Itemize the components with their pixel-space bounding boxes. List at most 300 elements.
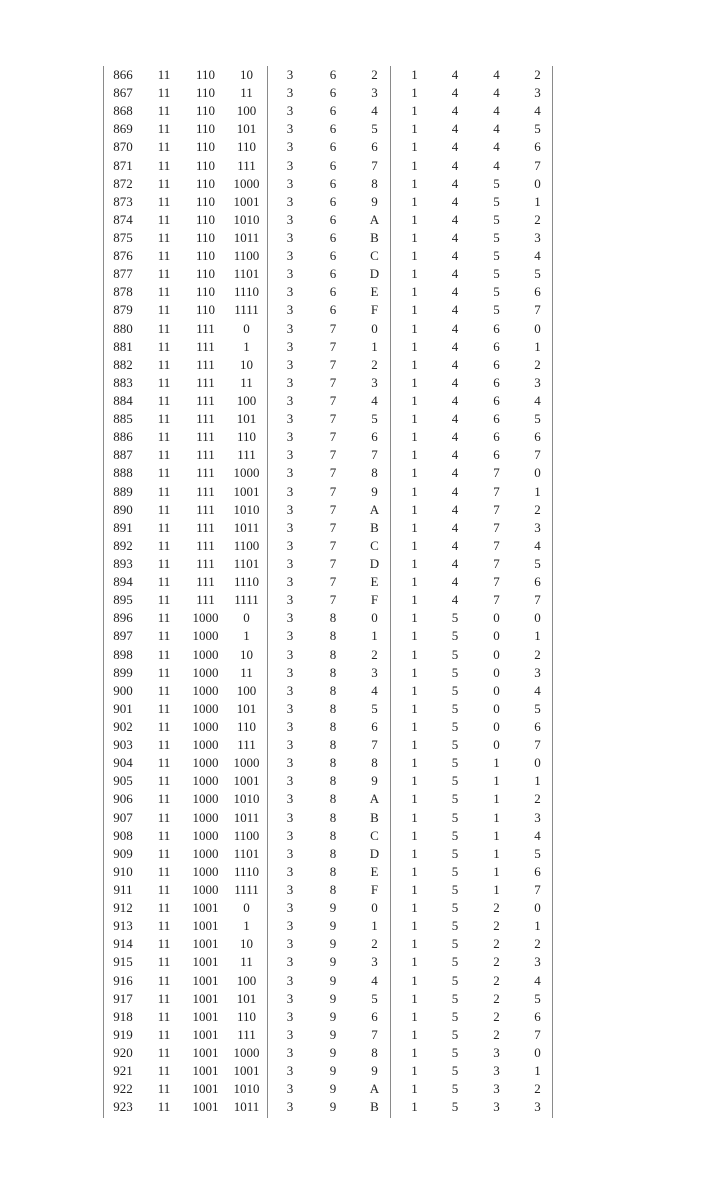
table-cell: 111: [196, 465, 215, 481]
table-cell: 7: [534, 737, 541, 753]
table-cell: 3: [286, 628, 294, 644]
table-cell: 110: [236, 139, 257, 155]
table-cell: 1: [411, 411, 418, 427]
table-cell: 101: [236, 700, 257, 716]
table-cell: 1001: [192, 1081, 219, 1097]
table-cell: 11: [157, 646, 171, 662]
table-cell: 9: [329, 1099, 337, 1115]
table-cell: 1: [371, 628, 378, 644]
table-cell: 11: [157, 230, 171, 246]
table-cell: 1001: [233, 193, 260, 209]
table-cell: 3: [493, 1044, 500, 1060]
table-cell: 2: [493, 954, 500, 970]
table-cell: 4: [493, 103, 500, 119]
table-cell: 885: [113, 411, 133, 427]
table-cell: 1000: [192, 755, 219, 771]
table-cell: 111: [196, 592, 215, 608]
table-cell: 868: [113, 103, 133, 119]
table-body: [104, 66, 558, 1116]
table-cell: 1000: [192, 863, 219, 879]
table-cell: 1001: [233, 483, 260, 499]
table-cell: 1: [411, 592, 418, 608]
table-cell: 3: [286, 773, 294, 789]
table-cell: 8: [329, 845, 337, 861]
table-cell: 9: [329, 900, 337, 916]
table-cell: 1: [411, 863, 418, 879]
table-cell: 7: [534, 592, 541, 608]
table-cell: 10: [240, 646, 253, 662]
table-cell: 6: [493, 447, 500, 463]
table-cell: 919: [113, 1026, 133, 1042]
table-cell: 3: [286, 429, 294, 445]
table-cell: 906: [113, 791, 133, 807]
table-cell: 5: [534, 990, 541, 1006]
table-cell: 5: [451, 718, 459, 734]
table-cell: 9: [371, 483, 378, 499]
table-cell: B: [370, 519, 379, 535]
table-cell: F: [370, 302, 379, 318]
table-row: [104, 990, 558, 1008]
table-cell: 2: [493, 900, 500, 916]
table-cell: 3: [286, 918, 294, 934]
table-cell: 5: [451, 610, 459, 626]
table-cell: 3: [286, 1081, 294, 1097]
table-row: [104, 1080, 558, 1098]
table-cell: 4: [451, 356, 459, 372]
table-cell: 1: [371, 338, 378, 354]
table-cell: 1: [411, 1026, 418, 1042]
table-cell: 5: [451, 809, 459, 825]
table-cell: 1110: [233, 574, 260, 590]
table-row: [104, 700, 558, 718]
table-cell: 913: [113, 918, 133, 934]
table-row: [104, 609, 558, 627]
table-cell: 11: [157, 121, 171, 137]
table-cell: 1100: [233, 537, 260, 553]
table-cell: 4: [371, 393, 378, 409]
table-cell: 110: [195, 121, 216, 137]
table-cell: 1: [411, 610, 418, 626]
table-cell: 11: [157, 881, 171, 897]
table-cell: 2: [493, 972, 500, 988]
table-cell: 1: [411, 1008, 418, 1024]
table-cell: 1: [411, 338, 418, 354]
table-cell: 11: [240, 374, 253, 390]
table-cell: 893: [113, 556, 133, 571]
table-cell: 6: [329, 103, 337, 119]
table-cell: 3: [286, 501, 294, 517]
table-cell: 1001: [192, 936, 219, 952]
table-cell: 1: [411, 230, 418, 246]
table-cell: 11: [157, 990, 171, 1006]
table-cell: 4: [451, 157, 459, 173]
table-cell: 878: [113, 284, 133, 300]
table-cell: 6: [329, 67, 337, 83]
table-cell: 7: [329, 519, 337, 535]
table-cell: 1: [411, 85, 418, 101]
table-cell: 111: [196, 447, 215, 463]
table-cell: 6: [493, 393, 500, 409]
table-cell: 1011: [233, 519, 260, 535]
table-cell: 1000: [192, 700, 219, 716]
table-cell: 4: [451, 103, 459, 119]
table-cell: 5: [534, 121, 541, 137]
table-row: [104, 537, 558, 555]
table-cell: 4: [451, 284, 459, 300]
table-cell: 3: [371, 954, 378, 970]
table-cell: 920: [113, 1044, 133, 1060]
table-cell: 4: [493, 139, 500, 155]
table-cell: 2: [534, 501, 541, 517]
table-cell: 4: [451, 193, 459, 209]
table-cell: 6: [534, 863, 541, 879]
table-cell: 3: [286, 537, 294, 553]
table-cell: 4: [493, 157, 500, 173]
table-cell: 8: [329, 610, 337, 626]
table-cell: 914: [113, 936, 133, 952]
table-cell: 6: [534, 1008, 541, 1024]
table-cell: 1001: [192, 972, 219, 988]
table-cell: 4: [451, 519, 459, 535]
table-row: [104, 84, 558, 102]
table-cell: 3: [286, 338, 294, 354]
table-row: [104, 410, 558, 428]
table-cell: 5: [451, 881, 459, 897]
table-cell: 1: [411, 465, 418, 481]
table-cell: 1: [411, 990, 418, 1006]
table-row: [104, 971, 558, 989]
table-cell: 5: [451, 1063, 459, 1079]
table-cell: 3: [286, 175, 294, 191]
table-cell: 7: [329, 447, 337, 463]
table-cell: 1111: [234, 302, 259, 318]
table-cell: 5: [451, 646, 459, 662]
table-cell: 11: [157, 972, 171, 988]
table-cell: C: [370, 827, 379, 843]
table-cell: 111: [196, 483, 215, 499]
table-cell: 4: [451, 175, 459, 191]
table-cell: 9: [329, 990, 337, 1006]
table-cell: 4: [451, 121, 459, 137]
table-cell: 11: [157, 954, 171, 970]
table-cell: 4: [371, 682, 378, 698]
table-cell: 3: [286, 483, 294, 499]
table-cell: 882: [113, 356, 133, 372]
table-cell: 4: [451, 211, 459, 227]
table-cell: 1: [534, 628, 541, 644]
table-cell: 101: [236, 121, 257, 137]
table-cell: 7: [329, 501, 337, 517]
table-cell: 6: [329, 266, 337, 282]
table-cell: 4: [451, 302, 459, 318]
table-cell: A: [369, 1081, 380, 1097]
table-cell: 6: [493, 374, 500, 390]
table-cell: 3: [286, 592, 294, 608]
table-cell: 898: [113, 646, 133, 662]
table-cell: 110: [195, 230, 216, 246]
table-cell: 3: [286, 356, 294, 372]
table-cell: 0: [534, 320, 541, 336]
table-cell: 11: [157, 936, 171, 952]
table-cell: 4: [451, 67, 459, 83]
table-cell: 111: [196, 320, 215, 336]
table-cell: 1: [411, 139, 418, 155]
table-cell: 896: [113, 610, 133, 626]
table-cell: 5: [534, 700, 541, 716]
table-cell: 3: [286, 447, 294, 463]
table-cell: 2: [371, 356, 378, 372]
table-cell: 1: [411, 356, 418, 372]
table-cell: 874: [113, 211, 133, 227]
table-cell: 111: [237, 157, 256, 173]
table-cell: 3: [493, 1099, 500, 1115]
table-cell: 7: [534, 881, 541, 897]
table-cell: 3: [286, 646, 294, 662]
table-cell: 8: [329, 700, 337, 716]
table-cell: 0: [493, 700, 500, 716]
table-cell: 5: [451, 827, 459, 843]
table-cell: 3: [286, 936, 294, 952]
table-cell: 4: [534, 537, 541, 553]
table-cell: 9: [329, 1063, 337, 1079]
table-cell: 3: [286, 302, 294, 318]
table-cell: 880: [113, 320, 133, 336]
table-cell: 2: [534, 211, 541, 227]
table-cell: 1111: [234, 881, 259, 897]
table-cell: 6: [493, 356, 500, 372]
table-cell: 11: [157, 863, 171, 879]
table-row: [104, 229, 558, 247]
table-cell: A: [369, 211, 380, 227]
table-cell: 11: [157, 67, 171, 83]
table-cell: 1001: [192, 900, 219, 916]
table-row: [104, 338, 558, 356]
table-cell: 1: [411, 827, 418, 843]
table-cell: 0: [534, 175, 541, 191]
table-cell: 2: [371, 936, 378, 952]
table-cell: 3: [286, 900, 294, 916]
table-cell: 1: [411, 700, 418, 716]
table-cell: 1: [534, 773, 541, 789]
table-cell: 3: [286, 121, 294, 137]
table-cell: 4: [534, 393, 541, 409]
table-cell: 5: [451, 755, 459, 771]
table-cell: 1: [411, 1099, 418, 1115]
table-cell: 0: [493, 628, 500, 644]
table-row: [104, 881, 558, 899]
table-cell: 901: [113, 700, 133, 716]
table-cell: 1: [411, 248, 418, 264]
table-cell: 1001: [192, 954, 219, 970]
table-cell: 3: [286, 972, 294, 988]
table-cell: 11: [157, 664, 171, 680]
table-cell: 1: [493, 773, 500, 789]
table-cell: 110: [195, 266, 216, 282]
table-cell: 3: [371, 664, 378, 680]
table-cell: 11: [157, 393, 171, 409]
table-cell: 1: [411, 755, 418, 771]
table-cell: 3: [371, 85, 378, 101]
table-cell: 7: [329, 393, 337, 409]
table-cell: 11: [157, 1044, 171, 1060]
table-cell: 876: [113, 248, 133, 264]
table-cell: 5: [371, 700, 378, 716]
table-cell: 11: [157, 447, 171, 463]
table-row: [104, 555, 558, 573]
table-cell: 915: [113, 954, 133, 970]
table-cell: 1: [411, 791, 418, 807]
table-cell: 11: [240, 664, 253, 680]
table-cell: 7: [329, 537, 337, 553]
table-cell: 3: [286, 519, 294, 535]
table-cell: 8: [329, 646, 337, 662]
table-cell: 1001: [192, 1026, 219, 1042]
table-cell: 11: [157, 682, 171, 698]
table-cell: 1: [243, 628, 250, 644]
table-cell: 5: [451, 900, 459, 916]
table-cell: 8: [329, 682, 337, 698]
table-cell: 1: [371, 918, 378, 934]
table-cell: 917: [113, 990, 133, 1006]
table-cell: 3: [286, 85, 294, 101]
number-conversion-table: [104, 66, 558, 1116]
table-cell: 7: [329, 338, 337, 354]
table-cell: 111: [196, 574, 215, 590]
table-cell: 111: [196, 429, 215, 445]
table-cell: 4: [451, 556, 459, 571]
table-cell: 11: [157, 320, 171, 336]
table-cell: 6: [329, 175, 337, 191]
table-cell: 1: [534, 483, 541, 499]
table-cell: 3: [286, 411, 294, 427]
table-cell: 6: [329, 85, 337, 101]
table-cell: 5: [493, 302, 500, 318]
table-cell: 4: [371, 972, 378, 988]
table-cell: 1: [493, 881, 500, 897]
table-cell: 6: [534, 574, 541, 590]
table-cell: 11: [157, 374, 171, 390]
table-row: [104, 157, 558, 175]
table-cell: 4: [493, 85, 500, 101]
table-cell: 7: [329, 465, 337, 481]
table-cell: 1001: [192, 1008, 219, 1024]
table-cell: 11: [157, 248, 171, 264]
table-cell: 5: [493, 248, 500, 264]
table-cell: B: [370, 1099, 379, 1115]
table-cell: 6: [329, 230, 337, 246]
table-cell: 5: [451, 773, 459, 789]
table-cell: 4: [451, 248, 459, 264]
table-cell: 1: [411, 556, 418, 571]
table-cell: 4: [534, 972, 541, 988]
table-cell: 5: [493, 266, 500, 282]
table-cell: 1000: [233, 465, 260, 481]
table-cell: 8: [329, 755, 337, 771]
table-cell: 11: [157, 483, 171, 499]
table-cell: 7: [371, 737, 378, 753]
table-cell: 1: [493, 809, 500, 825]
table-cell: 1101: [233, 845, 260, 861]
table-cell: 5: [451, 700, 459, 716]
table-cell: 1000: [233, 175, 260, 191]
table-cell: 888: [113, 465, 133, 481]
table-cell: 1110: [233, 284, 260, 300]
table-cell: 1001: [192, 1063, 219, 1079]
table-row: [104, 265, 558, 283]
table-cell: 921: [113, 1063, 133, 1079]
table-cell: 1000: [192, 682, 219, 698]
table-cell: 100: [236, 393, 257, 409]
table-cell: 883: [113, 374, 133, 390]
table-cell: 1000: [192, 773, 219, 789]
table-cell: 1000: [233, 1044, 260, 1060]
table-cell: 0: [371, 320, 378, 336]
table-cell: 2: [534, 67, 541, 83]
table-cell: 3: [286, 211, 294, 227]
table-cell: 4: [451, 537, 459, 553]
table-cell: 8: [329, 863, 337, 879]
table-cell: 1: [534, 193, 541, 209]
table-cell: 2: [493, 918, 500, 934]
table-cell: 5: [493, 230, 500, 246]
table-cell: 6: [329, 284, 337, 300]
table-cell: 10: [240, 936, 253, 952]
table-cell: 100: [236, 972, 257, 988]
table-cell: 11: [157, 519, 171, 535]
table-cell: 3: [286, 1063, 294, 1079]
table-cell: 1: [411, 393, 418, 409]
table-cell: 5: [534, 845, 541, 861]
table-cell: 1000: [233, 755, 260, 771]
table-cell: 4: [534, 248, 541, 264]
table-cell: 0: [534, 900, 541, 916]
table-cell: 3: [286, 157, 294, 173]
table-cell: 1: [493, 845, 500, 861]
table-cell: 0: [493, 646, 500, 662]
table-cell: 0: [493, 682, 500, 698]
table-row: [104, 573, 558, 591]
table-cell: 897: [113, 628, 133, 644]
table-cell: 3: [286, 103, 294, 119]
table-cell: 903: [113, 737, 133, 753]
table-cell: 1: [411, 193, 418, 209]
table-cell: 6: [329, 139, 337, 155]
table-cell: 111: [196, 374, 215, 390]
table-cell: 9: [371, 773, 378, 789]
table-cell: 5: [534, 411, 541, 427]
table-row: [104, 483, 558, 501]
table-cell: 110: [195, 175, 216, 191]
table-cell: 3: [286, 791, 294, 807]
table-cell: 11: [157, 211, 171, 227]
table-cell: 3: [286, 664, 294, 680]
table-cell: 908: [113, 827, 133, 843]
table-cell: 4: [451, 393, 459, 409]
table-cell: 110: [236, 1008, 257, 1024]
table-cell: 4: [451, 429, 459, 445]
table-row: [104, 320, 558, 338]
table-cell: 2: [371, 646, 378, 662]
table-cell: 7: [329, 411, 337, 427]
table-cell: 7: [534, 157, 541, 173]
table-cell: 0: [534, 610, 541, 626]
table-cell: 7: [493, 465, 500, 481]
table-cell: 3: [493, 1081, 500, 1097]
table-cell: 3: [534, 85, 541, 101]
table-cell: 8: [371, 175, 378, 191]
table-row: [104, 772, 558, 790]
table-cell: 4: [451, 374, 459, 390]
